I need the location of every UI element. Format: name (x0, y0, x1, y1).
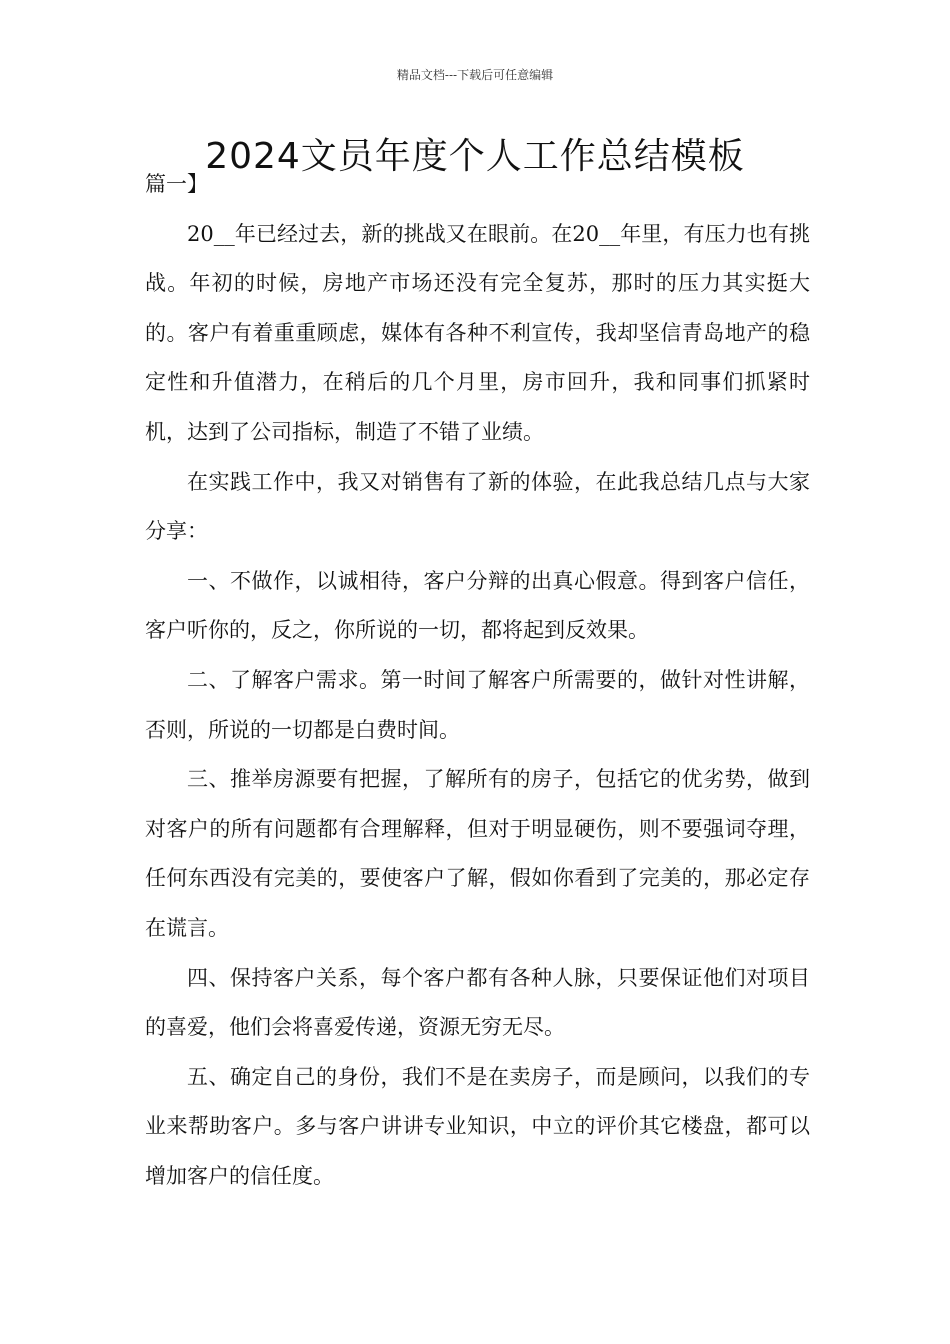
paragraph-summary-intro: 在实践工作中，我又对销售有了新的体验，在此我总结几点与大家分享： (145, 469, 810, 544)
paragraph-point-3: 三、推举房源要有把握，了解所有的房子，包括它的优劣势，做到对客户的所有问题都有合理解释，但对于明显硬伤，则不要强词夺理，任何东西没有完美的，要使客户了解，假如你看到了完美的，那必定存在谎言。 (145, 767, 810, 940)
section-label: 篇一】 (145, 172, 208, 196)
paragraph-point-4: 四、保持客户关系，每个客户都有各种人脉，只要保证他们对项目的喜爱，他们会将喜爱传递，资源无穷无尽。 (145, 965, 810, 1040)
header-note: 精品文档---下载后可任意编辑 (396, 68, 554, 82)
paragraph-point-1: 一、不做作，以诚相待，客户分辩的出真心假意。得到客户信任，客户听你的，反之，你所说的一切，都将起到反效果。 (145, 568, 810, 643)
paragraph-intro: 20__年已经过去，新的挑战又在眼前。在20__年里，有压力也有挑战。年初的时候，房地产市场还没有完全复苏，那时的压力其实挺大的。客户有着重重顾虑，媒体有各种不利宣传，我却坚信青岛地产的稳定性和升值潜力，在稍后的几个月里，房市回升，我和同事们抓紧时机，达到了公司指标，制造了不错了业绩。 (145, 221, 810, 444)
paragraph-point-5: 五、确定自己的身份，我们不是在卖房子，而是顾问，以我们的专业来帮助客户。多与客户讲讲专业知识，中立的评价其它楼盘，都可以增加客户的信任度。 (145, 1064, 810, 1188)
document-title: 2024文员年度个人工作总结模板 (205, 136, 745, 177)
paragraph-point-2: 二、了解客户需求。第一时间了解客户所需要的，做针对性讲解，否则，所说的一切都是白费时间。 (145, 667, 810, 742)
document-body (145, 160, 810, 1201)
